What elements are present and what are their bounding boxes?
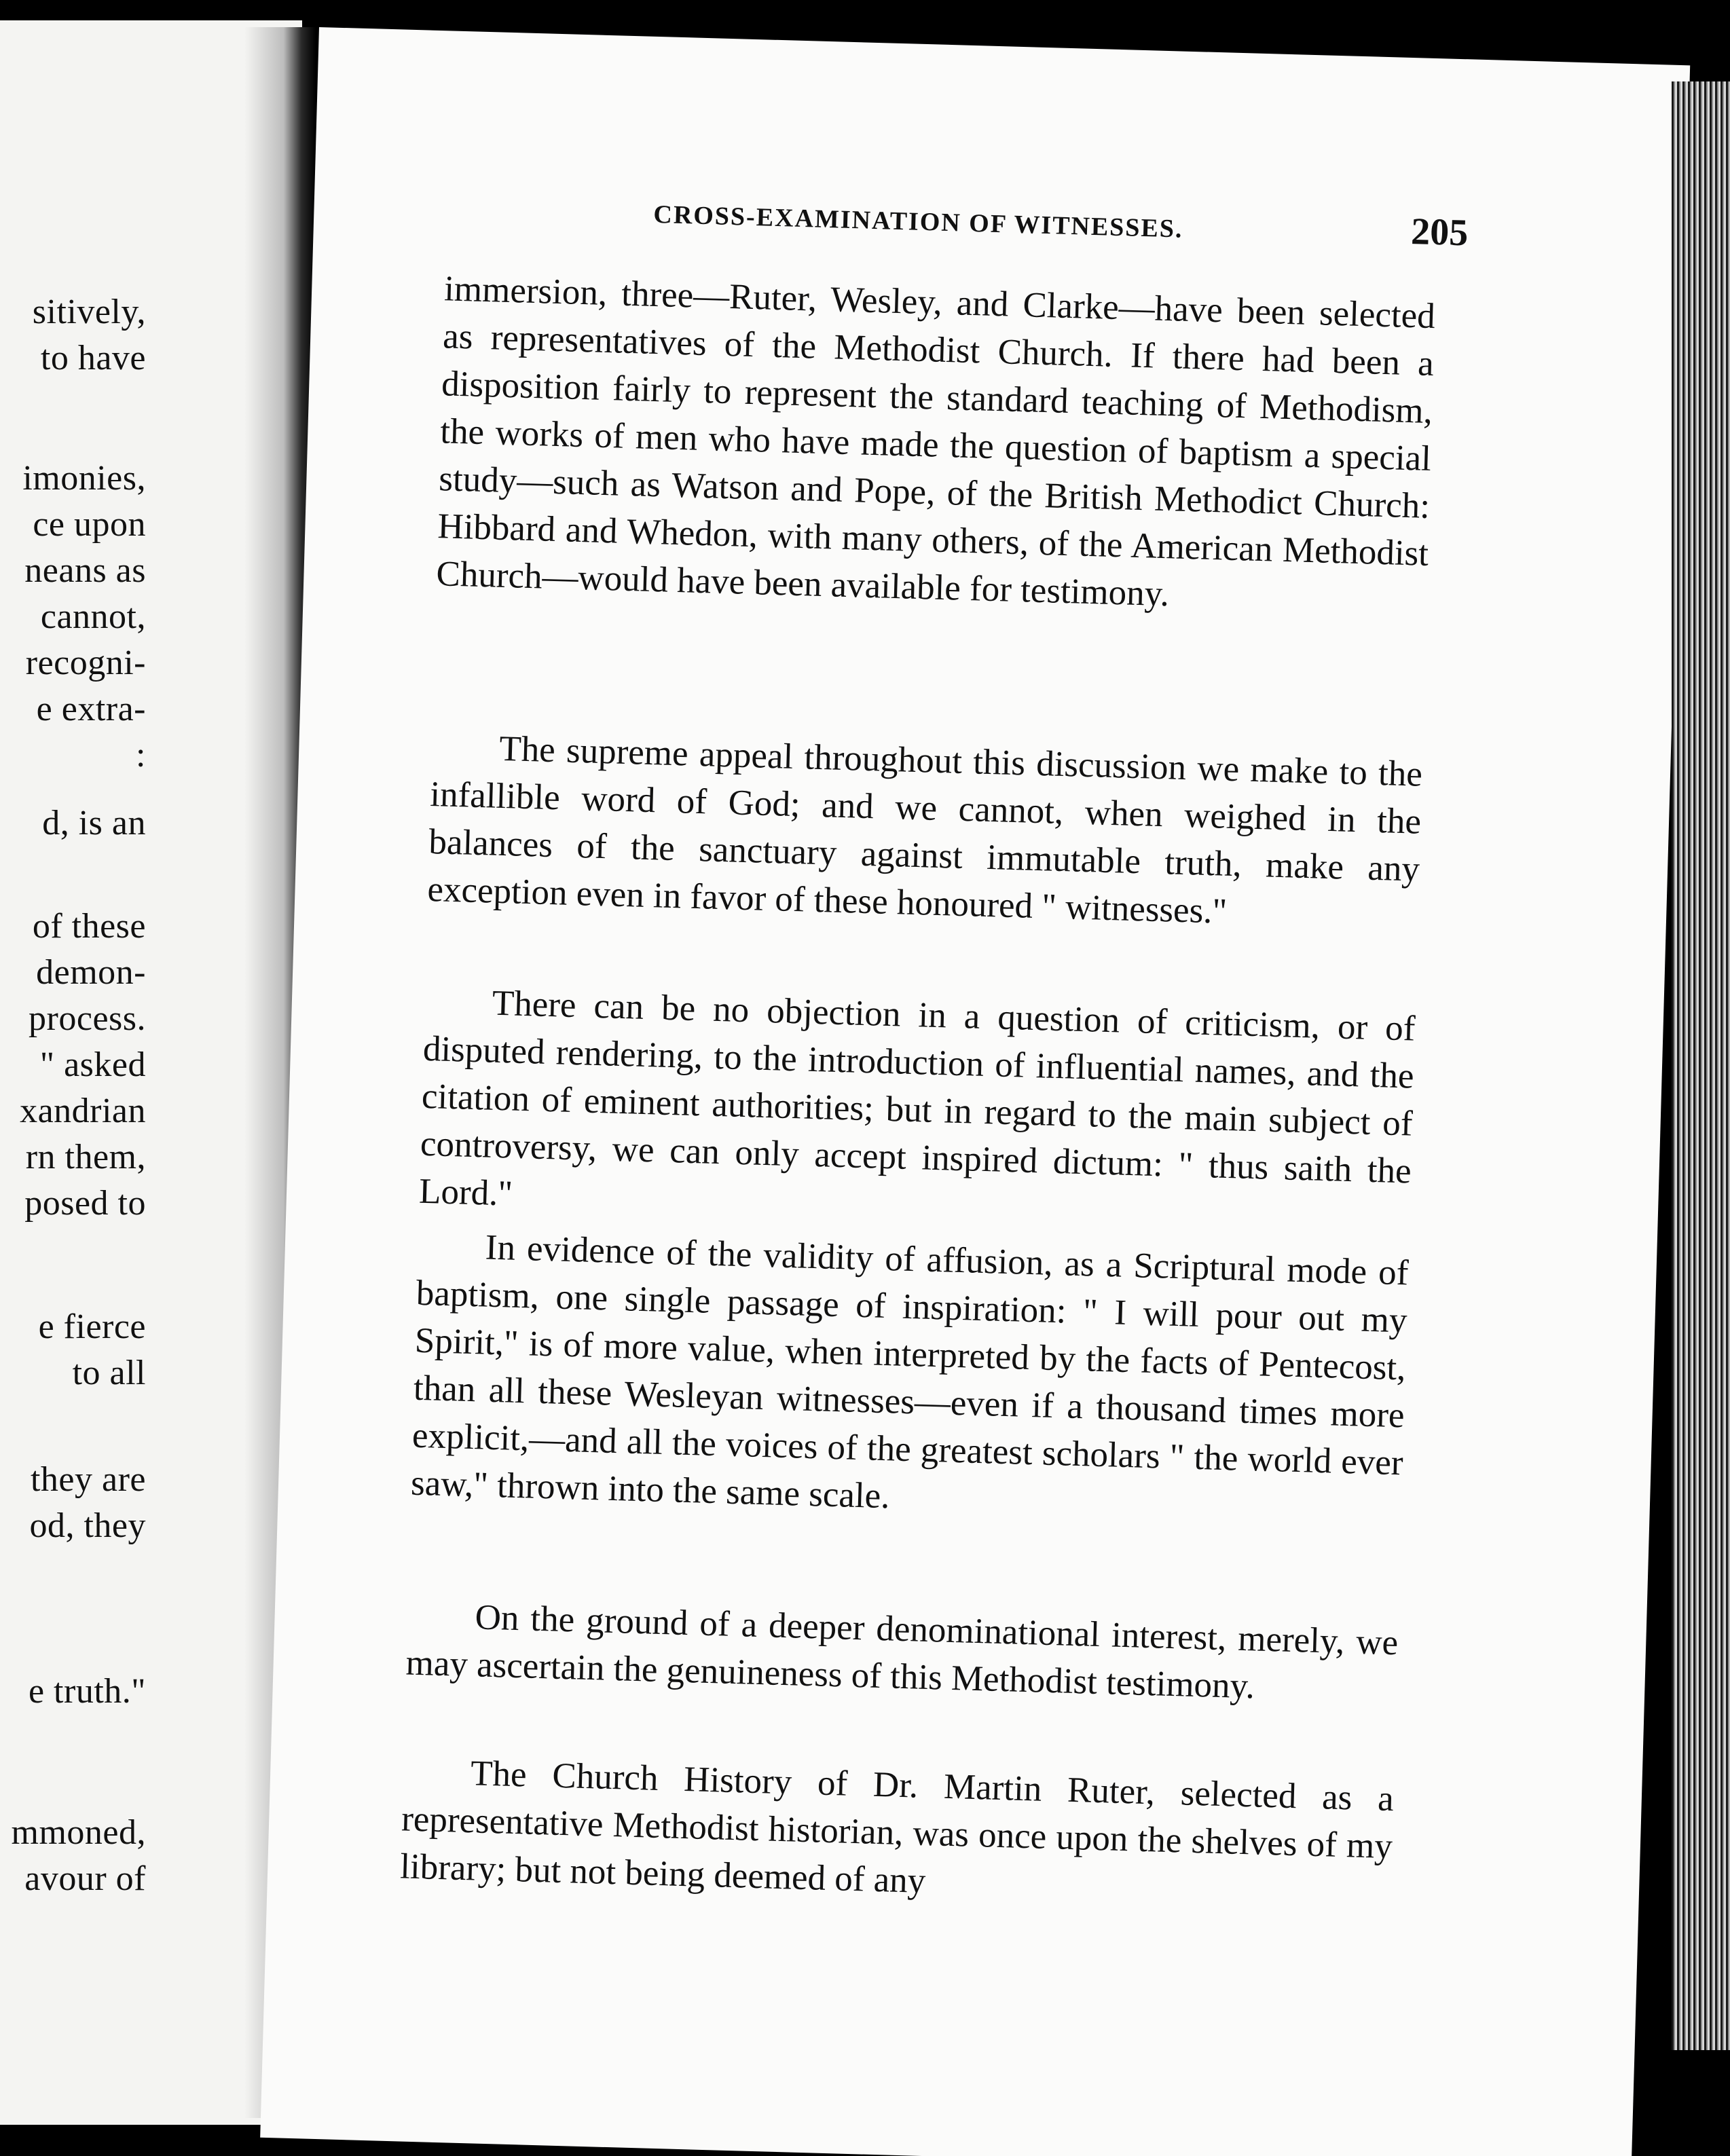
left-line: demon- <box>36 953 146 992</box>
paragraph-text: On the ground of a deeper denominational interest, merely, we may ascertain the genuineness of this Methodist testimony. <box>405 1597 1399 1707</box>
left-line: process. <box>29 999 146 1038</box>
left-line: ce upon <box>33 505 146 544</box>
left-line: imonies, <box>22 459 146 498</box>
left-line: to all <box>72 1354 146 1392</box>
left-line: of these <box>32 907 146 946</box>
paragraph <box>418 978 1416 1243</box>
left-line: rn them, <box>25 1138 146 1176</box>
paragraph-text: There can be no objection in a question of criticism, or of disputed rendering, to the introduction of influential names, and the citation of eminent authorities; but in regard to the main subject of controversy, we can only accept inspired dictum: " thus saith the Lord." <box>418 983 1416 1214</box>
left-line: e fierce <box>38 1307 146 1346</box>
left-line: they are <box>30 1460 146 1499</box>
paragraph <box>410 1222 1409 1535</box>
paragraph <box>399 1747 1394 1918</box>
left-line: neans as <box>24 551 146 590</box>
paragraph <box>436 265 1436 625</box>
left-line: " asked <box>39 1045 146 1084</box>
page-number: 205 <box>1410 210 1469 255</box>
left-line: xandrian <box>20 1092 146 1130</box>
right-page <box>260 27 1690 2156</box>
page-edges <box>1672 81 1730 2050</box>
paragraph-text: In evidence of the validity of affusion, as a Scriptural mode of baptism, one single passage of inspiration: " I will pour out my Spirit," is of more value, when interpreted by the facts of Pentecost, than all these Wesleyan witnesses—even if a thousand times more explicit,—and all the voices of the greatest scholars " the world ever saw," thrown into the same scale. <box>410 1227 1410 1517</box>
left-line: od, they <box>29 1506 146 1545</box>
left-line: avour of <box>24 1859 146 1898</box>
right-page-content <box>319 27 1690 1901</box>
left-line: e truth." <box>28 1672 146 1711</box>
left-line: to have <box>40 339 146 377</box>
paragraph-text: immersion, three—Ruter, Wesley, and Clarke—have been selected as representatives of the Methodist Church. If there had been a disposition fairly to represent the standard teaching of Methodism, the works of men who have made the question of baptism a special study—such as Watson and Pope, of the British Methodict Church: Hibbard and Whedon, with many others, of the American Methodist Church—would have been available for testimony. <box>435 269 1436 614</box>
left-line: e extra- <box>36 690 146 728</box>
left-line: posed to <box>24 1184 146 1223</box>
running-head: CROSS-EXAMINATION OF WITNESSES. <box>652 200 1184 244</box>
paragraph <box>427 723 1423 941</box>
paragraph-text: The Church History of Dr. Martin Ruter, selected as a representative Methodist historian, was once upon the shelves of my library; but not being deemed of any <box>399 1753 1395 1901</box>
left-line: cannot, <box>40 597 146 636</box>
left-line: d, is an <box>42 804 146 842</box>
paragraph-text: The supreme appeal throughout this discussion we make to the infallible word of God; and we cannot, when weighed in the balances of the sanctuary against immutable truth, make any exception even in favor of these honoured " witnesses." <box>426 728 1423 931</box>
left-line: sitively, <box>32 293 146 331</box>
left-line: : <box>136 736 146 775</box>
paragraph <box>405 1592 1399 1715</box>
left-line: mmoned, <box>11 1813 146 1852</box>
left-line: recogni- <box>25 644 146 682</box>
